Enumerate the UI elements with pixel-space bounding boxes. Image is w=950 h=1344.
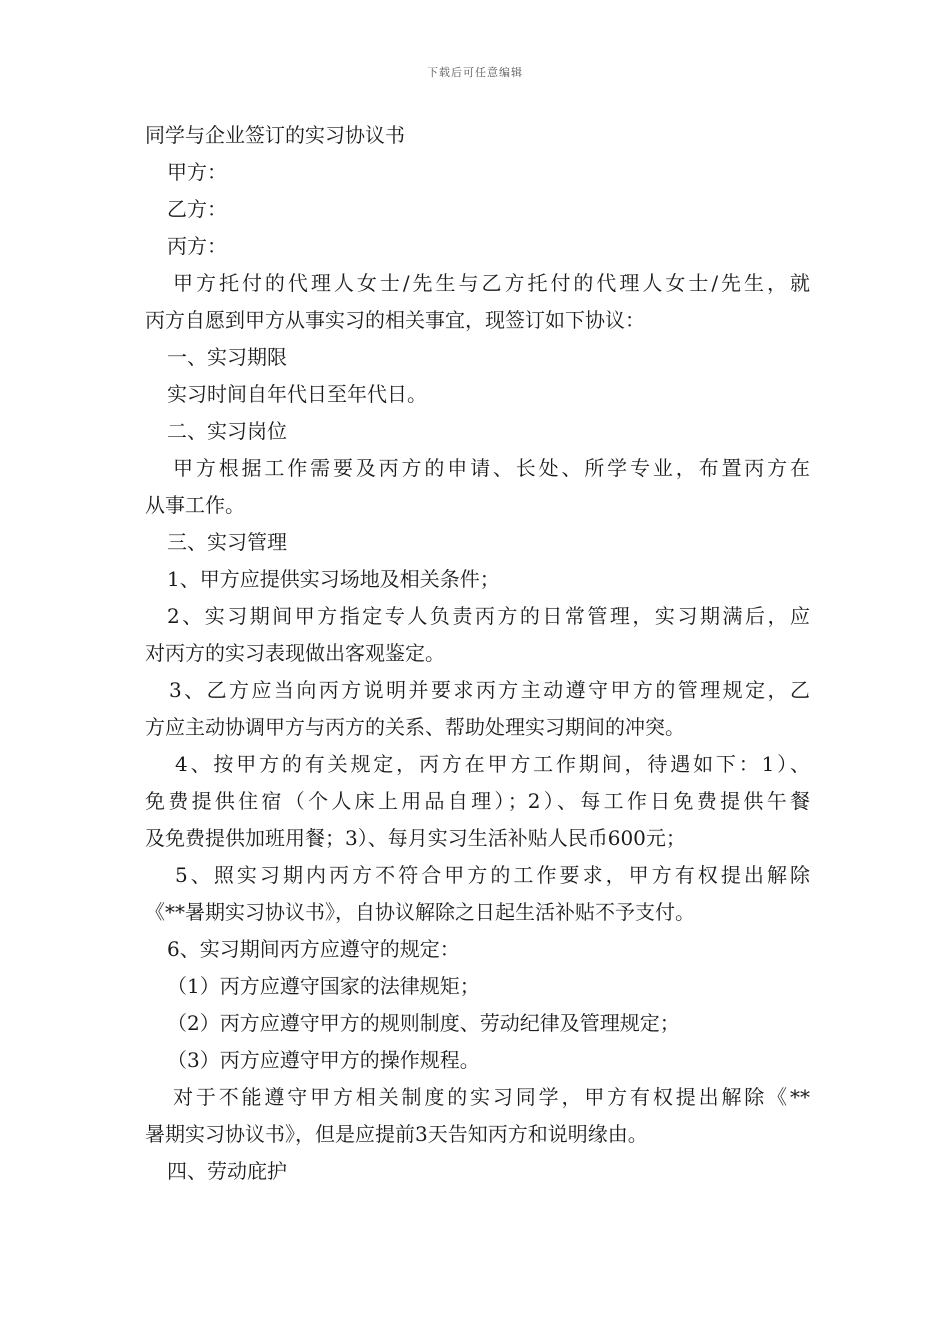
section-3-item-5-line-1: 5、照实习期内丙方不符合甲方的工作要求，甲方有权提出解除 [175,863,810,887]
agreement-document [145,117,810,1190]
intro-line-1: 甲方托付的代理人女士/先生与乙方托付的代理人女士/先生，就 [173,271,810,295]
section-2-heading: 二、实习岗位 [167,419,287,443]
section-2-line-1: 甲方根据工作需要及丙方的申请、长处、所学专业，布置丙方在 [173,456,810,480]
section-3-item-2-line-1: 2、实习期间甲方指定专人负责丙方的日常管理，实习期满后，应 [167,604,810,628]
closing-line-1: 对于不能遵守甲方相关制度的实习同学，甲方有权提出解除《** [173,1085,810,1109]
party-c-line: 丙方： [167,234,227,258]
party-a-line: 甲方： [167,160,227,184]
section-3-item-6: 6、实习期间丙方应遵守的规定： [167,937,460,961]
section-1-text: 实习时间自年代日至年代日。 [167,382,427,406]
section-3-item-3-line-1: 3、乙方应当向丙方说明并要求丙方主动遵守甲方的管理规定，乙 [169,678,810,702]
section-3-item-3-line-2: 方应主动协调甲方与丙方的关系、帮助处理实习期间的冲突。 [145,715,685,739]
section-4-heading: 四、劳动庇护 [167,1159,287,1183]
section-3-item-5-line-2: 《**暑期实习协议书》，自协议解除之日起生活补贴不予支付。 [145,900,695,924]
section-3-heading: 三、实习管理 [167,530,287,554]
section-3-item-4-line-1: 4、按甲方的有关规定，丙方在甲方工作期间，待遇如下：1）、 [175,752,810,776]
section-1-heading: 一、实习期限 [167,345,287,369]
section-2-line-2: 从事工作。 [145,493,245,517]
closing-line-2: 暑期实习协议书》，但是应提前3天告知丙方和说明缘由。 [145,1122,648,1146]
intro-line-2: 丙方自愿到甲方从事实习的相关事宜，现签订如下协议： [145,308,645,332]
section-3-item-1: 1、甲方应提供实习场地及相关条件； [167,567,500,591]
rule-item-1: （1）丙方应遵守国家的法律规矩； [167,974,480,998]
rule-item-3: （3）丙方应遵守甲方的操作规程。 [167,1048,480,1072]
rule-item-2: （2）丙方应遵守甲方的规则制度、劳动纪律及管理规定； [167,1011,680,1035]
page-header-note: 下载后可任意编辑 [427,66,523,79]
document-title: 同学与企业签订的实习协议书 [145,123,405,147]
section-3-item-2-line-2: 对丙方的实习表现做出客观鉴定。 [145,641,445,665]
party-b-line: 乙方： [167,197,227,221]
section-3-item-4-line-2: 免费提供住宿（个人床上用品自理）；2）、每工作日免费提供午餐 [145,789,810,813]
section-3-item-4-line-3: 及免费提供加班用餐；3）、每月实习生活补贴人民币600元； [145,826,686,850]
